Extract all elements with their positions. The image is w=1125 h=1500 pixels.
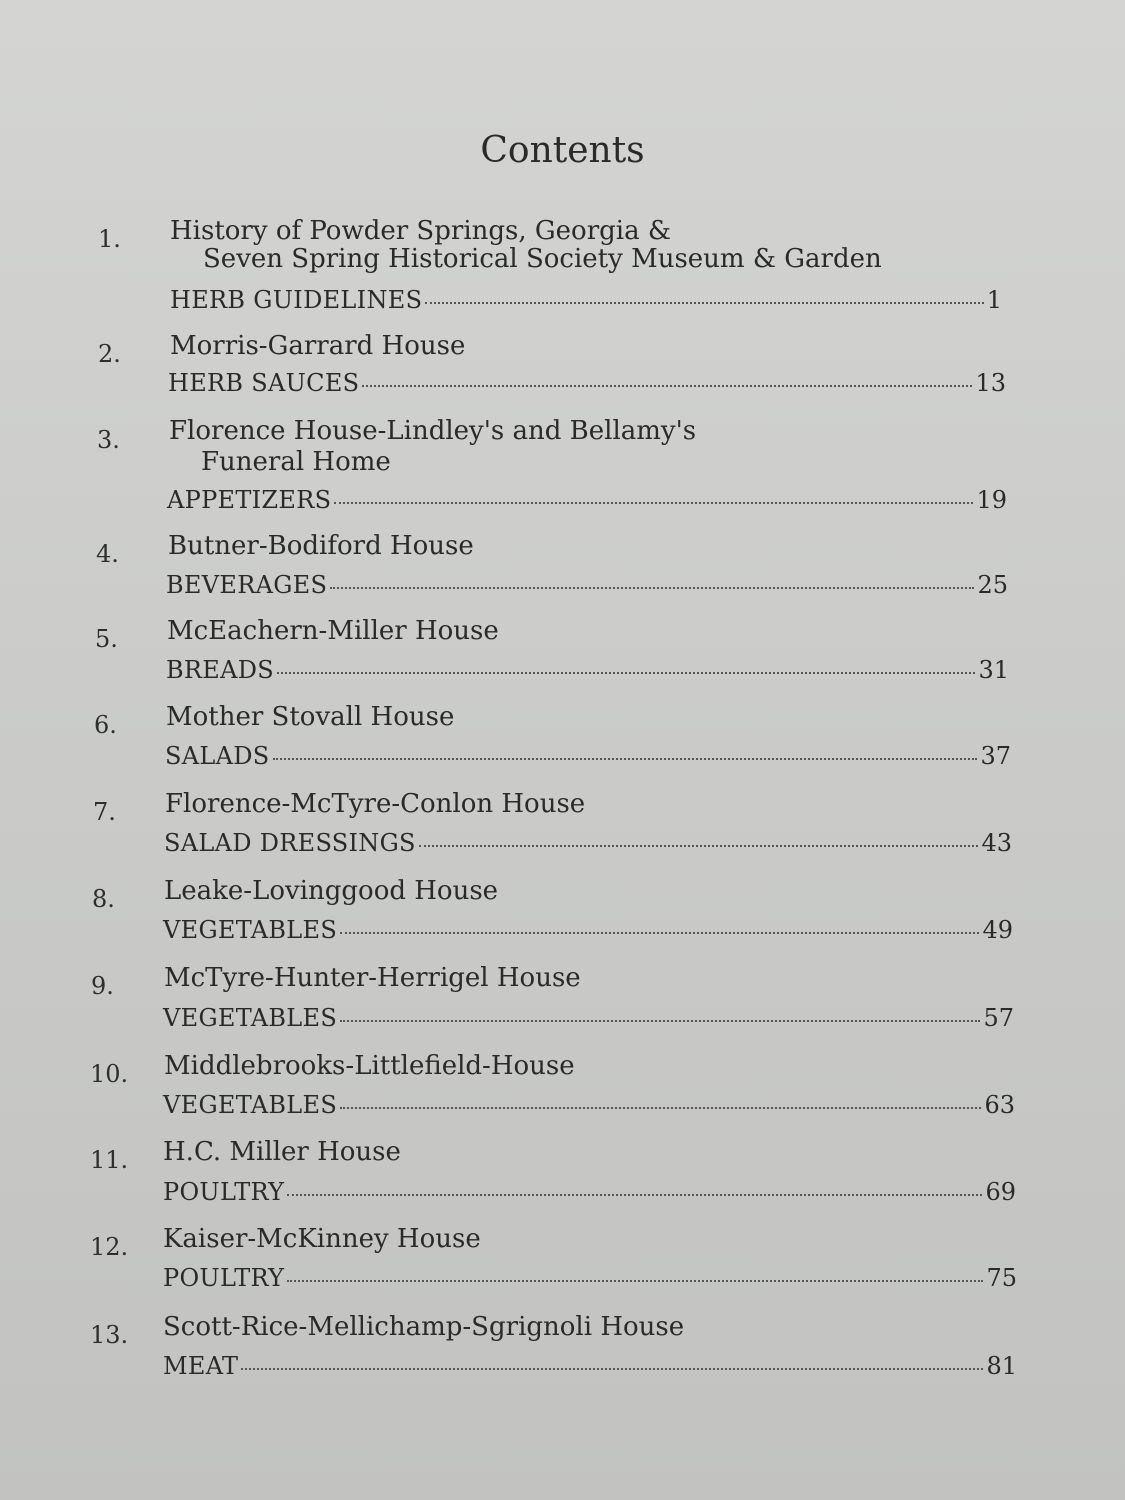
- dot-leader: [362, 385, 972, 387]
- entry-number: 10.: [90, 1060, 129, 1088]
- entry-category: HERB GUIDELINES: [170, 286, 423, 314]
- entry-category-row: [164, 829, 1012, 857]
- entry-number: 9.: [91, 972, 114, 1000]
- entry-house: Kaiser-McKinney House: [163, 1224, 481, 1254]
- dot-leader: [334, 502, 973, 504]
- entry-house: Mother Stovall House: [166, 702, 455, 732]
- entry-house: Butner-Bodiford House: [168, 531, 474, 561]
- entry-category: VEGETABLES: [163, 1004, 338, 1032]
- entry-category: POULTRY: [163, 1178, 285, 1206]
- page-title: Contents: [480, 130, 645, 171]
- entry-house: McTyre-Hunter-Herrigel House: [164, 963, 581, 993]
- entry-page-number: 49: [982, 916, 1013, 944]
- entry-category-row: [163, 916, 1013, 944]
- entry-number: 2.: [98, 340, 121, 368]
- dot-leader: [340, 1107, 981, 1109]
- entry-number: 12.: [90, 1233, 129, 1261]
- entry-number: 11.: [90, 1146, 129, 1174]
- entry-page-number: 81: [986, 1352, 1017, 1380]
- entry-house: Middlebrooks-Littlefield-House: [164, 1051, 575, 1081]
- entry-number: 4.: [96, 540, 119, 568]
- entry-page-number: 69: [985, 1178, 1016, 1206]
- entry-number: 7.: [93, 798, 116, 826]
- entry-category: VEGETABLES: [163, 916, 338, 944]
- entry-number: 5.: [95, 625, 118, 653]
- entry-house: Morris-Garrard House: [170, 331, 466, 361]
- entry-page-number: 43: [981, 829, 1012, 857]
- entry-house-continued: Seven Spring Historical Society Museum & Garden: [203, 244, 882, 274]
- entry-number: 13.: [90, 1321, 129, 1349]
- entry-category-row: [170, 286, 1002, 314]
- entry-category-row: [163, 1004, 1014, 1032]
- entry-category-row: [167, 486, 1007, 514]
- entry-category: BREADS: [166, 656, 275, 684]
- entry-page-number: 1: [986, 286, 1002, 314]
- entry-page-number: 63: [984, 1091, 1015, 1119]
- entry-house: Scott-Rice-Mellichamp-Sgrignoli House: [163, 1312, 685, 1342]
- entry-category-row: [163, 1178, 1016, 1206]
- entry-number: 6.: [94, 711, 117, 739]
- entry-category: HERB SAUCES: [168, 369, 360, 397]
- dot-leader: [287, 1280, 983, 1282]
- dot-leader: [340, 1020, 980, 1022]
- entry-house: McEachern-Miller House: [167, 616, 499, 646]
- dot-leader: [287, 1194, 982, 1196]
- entry-category-row: [163, 1352, 1017, 1380]
- entry-category: APPETIZERS: [167, 486, 332, 514]
- dot-leader: [241, 1368, 983, 1370]
- entry-number: 8.: [92, 885, 115, 913]
- entry-number: 3.: [97, 426, 120, 454]
- entry-category: MEAT: [163, 1352, 239, 1380]
- entry-category-row: [166, 571, 1008, 599]
- entry-house: Leake-Lovinggood House: [164, 876, 499, 906]
- entry-number: 1.: [98, 225, 121, 253]
- entry-page-number: 13: [975, 369, 1006, 397]
- entry-page-number: 31: [978, 656, 1009, 684]
- dot-leader: [273, 758, 978, 760]
- entry-house: Florence-McTyre-Conlon House: [165, 789, 586, 819]
- dot-leader: [425, 302, 983, 304]
- entry-page-number: 19: [976, 486, 1007, 514]
- entry-category-row: [163, 1264, 1017, 1292]
- entry-category-row: [163, 1091, 1015, 1119]
- entry-page-number: 57: [983, 1004, 1014, 1032]
- entry-house: Florence House-Lindley's and Bellamy's: [169, 416, 697, 446]
- entry-page-number: 37: [980, 742, 1011, 770]
- entry-category: POULTRY: [163, 1264, 285, 1292]
- entry-house: H.C. Miller House: [163, 1137, 401, 1167]
- entry-category: SALADS: [165, 742, 270, 770]
- dot-leader: [340, 932, 979, 934]
- entry-house-continued: Funeral Home: [201, 447, 391, 477]
- entry-category: VEGETABLES: [163, 1091, 338, 1119]
- entry-category-row: [165, 742, 1011, 770]
- dot-leader: [419, 845, 979, 847]
- entry-page-number: 25: [977, 571, 1008, 599]
- entry-house: History of Powder Springs, Georgia &: [170, 216, 671, 246]
- dot-leader: [277, 672, 975, 674]
- entry-category-row: [166, 656, 1009, 684]
- entry-page-number: 75: [986, 1264, 1017, 1292]
- entry-category: BEVERAGES: [166, 571, 328, 599]
- entry-category-row: [168, 369, 1006, 397]
- entry-category: SALAD DRESSINGS: [164, 829, 416, 857]
- dot-leader: [330, 587, 974, 589]
